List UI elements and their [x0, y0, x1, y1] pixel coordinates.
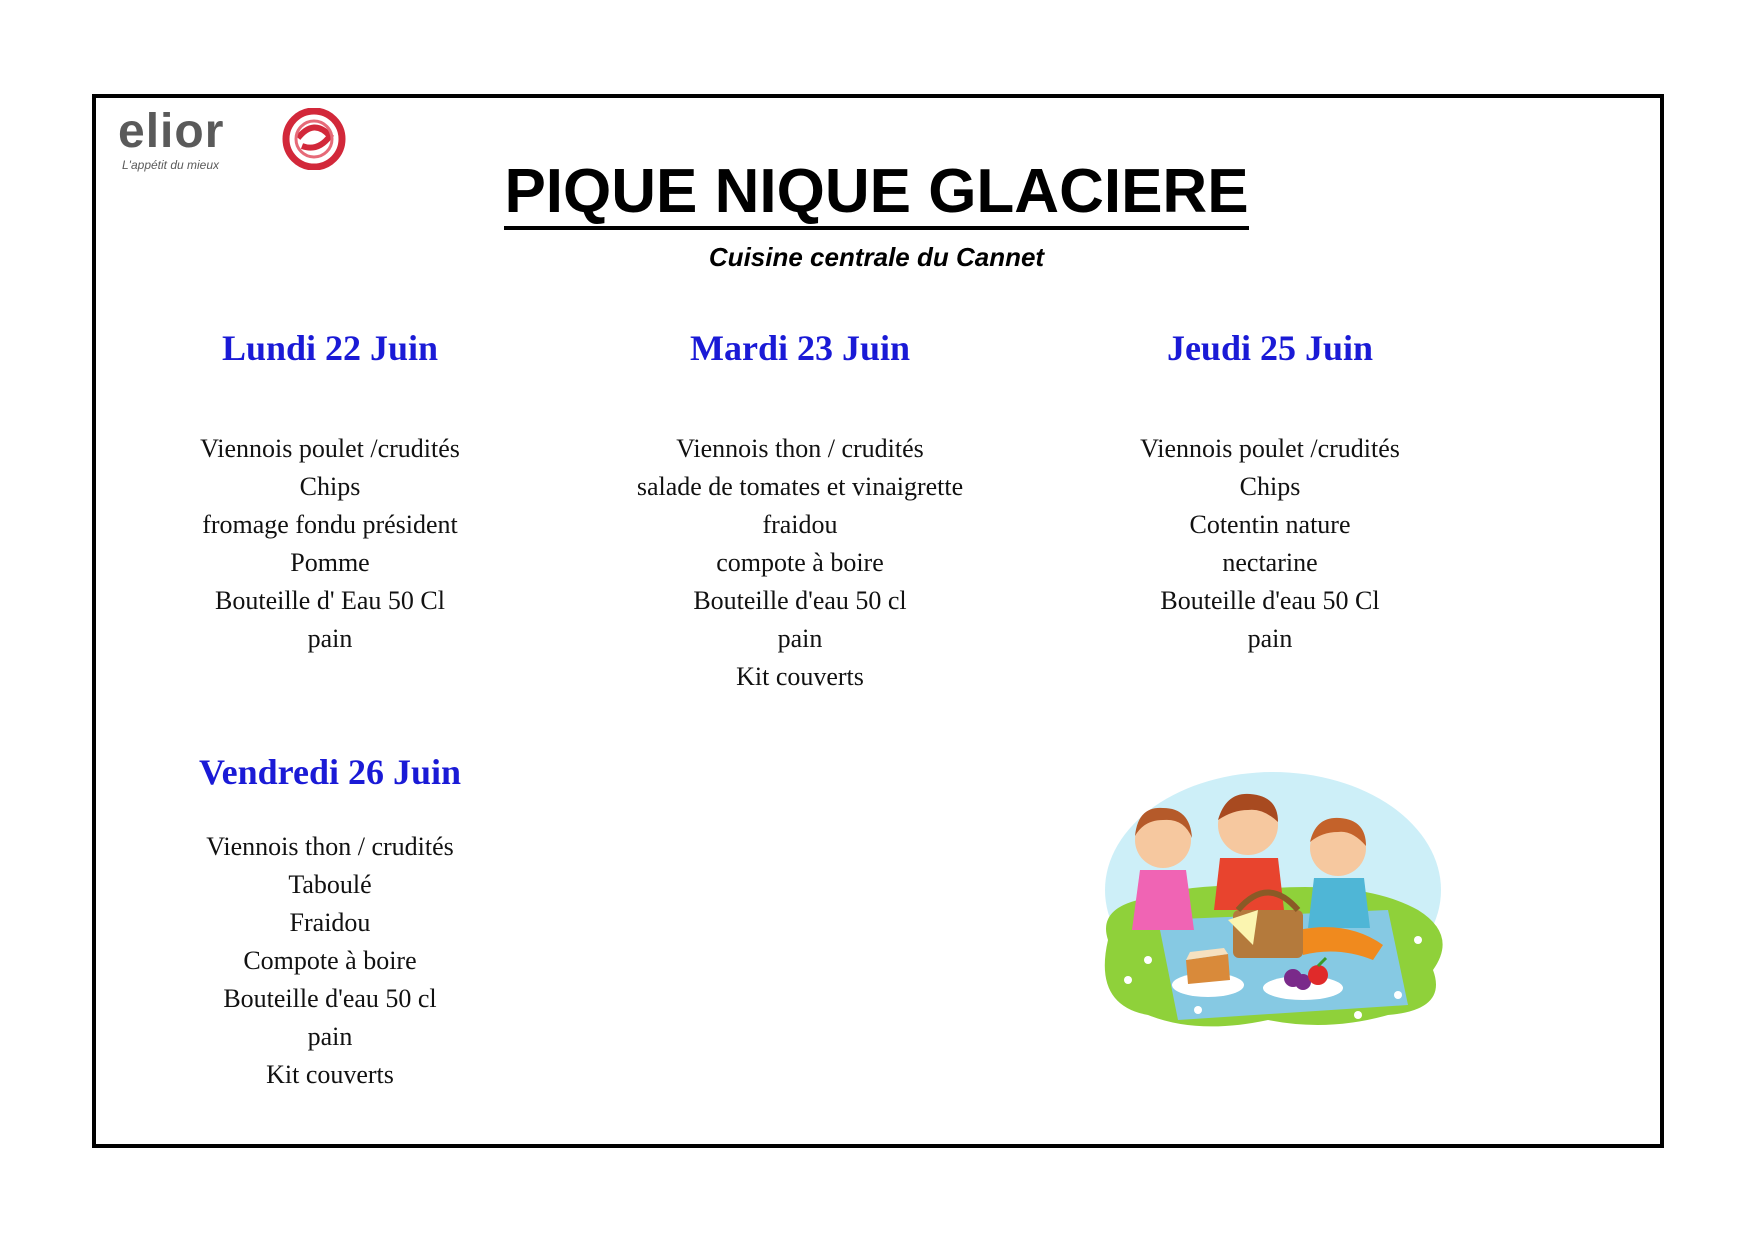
menu-item: fraidou — [762, 510, 838, 539]
day-menu-tuesday — [570, 326, 1030, 696]
menu-item: Pomme — [290, 548, 370, 577]
menu-item: salade de tomates et vinaigrette — [636, 472, 964, 501]
menu-item: pain — [1247, 624, 1293, 653]
menu-item: Chips — [299, 472, 361, 501]
menu-item: Viennois thon / crudités — [206, 832, 454, 861]
menu-item: Taboulé — [288, 870, 372, 899]
menu-item: Viennois thon / crudités — [676, 434, 924, 463]
day-title: Vendredi 26 Juin — [198, 752, 462, 792]
menu-item: Kit couverts — [736, 662, 864, 691]
menu-item: pain — [777, 624, 823, 653]
page-title: PIQUE NIQUE GLACIERE — [0, 156, 1753, 228]
logo-wordmark: elior — [118, 105, 225, 158]
menu-item: Fraidou — [289, 908, 371, 937]
menu-item: fromage fondu président — [202, 510, 458, 539]
menu-item: Bouteille d'eau 50 cl — [223, 984, 437, 1013]
menu-item: Viennois poulet /crudités — [200, 434, 460, 463]
picnic-children-illustration — [1088, 770, 1458, 1040]
menu-item: Bouteille d'eau 50 Cl — [1160, 586, 1380, 615]
menu-list — [100, 828, 560, 1094]
menu-item: Compote à boire — [243, 946, 417, 975]
day-menu-monday — [100, 326, 560, 658]
menu-list — [570, 430, 1030, 696]
logo-tagline: L'appétit du mieux — [122, 158, 220, 172]
menu-item: nectarine — [1222, 548, 1318, 577]
menu-item: Cotentin nature — [1189, 510, 1351, 539]
menu-item: Kit couverts — [266, 1060, 394, 1089]
menu-item: Viennois poulet /crudités — [1140, 434, 1400, 463]
menu-item: Bouteille d'eau 50 cl — [693, 586, 907, 615]
day-title: Jeudi 25 Juin — [1166, 328, 1374, 368]
menu-list — [1040, 430, 1500, 658]
menu-item: pain — [307, 1022, 353, 1051]
day-menu-thursday — [1040, 326, 1500, 658]
menu-item: pain — [307, 624, 353, 653]
menu-list — [100, 430, 560, 658]
menu-item: compote à boire — [716, 548, 884, 577]
menu-item: Bouteille d' Eau 50 Cl — [215, 586, 445, 615]
day-title: Lundi 22 Juin — [221, 328, 439, 368]
page-subtitle: Cuisine centrale du Cannet — [708, 242, 1045, 272]
menu-item: Chips — [1239, 472, 1301, 501]
day-menu-friday — [100, 750, 560, 1094]
day-title: Mardi 23 Juin — [689, 328, 911, 368]
